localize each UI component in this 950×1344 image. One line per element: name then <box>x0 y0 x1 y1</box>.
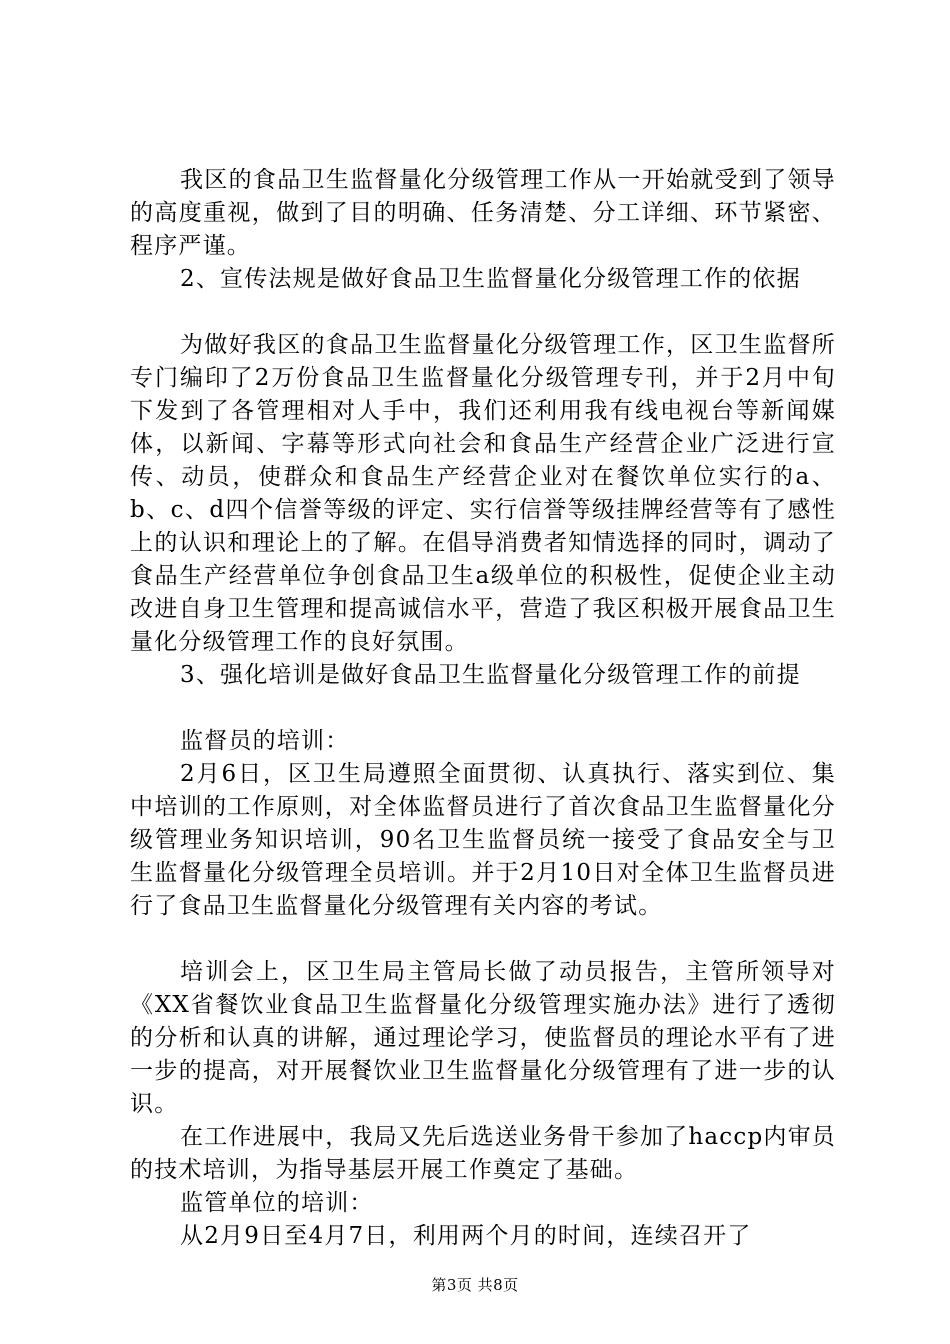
subheading-unit-training: 监管单位的培训： <box>180 1190 374 1216</box>
paragraph-unit-training: 从2月9日至4月7日，利用两个月的时间，连续召开了 <box>180 1223 752 1249</box>
paragraph-training-meeting: 培训会上，区卫生局主管局长做了动员报告，主管所领导对《XX省餐饮业食品卫生监督量化分级管理实施办法》进行了透彻的分析和认真的讲解，通过理论学习，使监督员的理论水平有了进一步的提高，对开展餐饮业卫生监督量化分级管理有了进一步的认识。 <box>130 959 836 1117</box>
paragraph-spacer <box>130 923 836 956</box>
paragraph-intro: 我区的食品卫生监督量化分级管理工作从一开始就受到了领导的高度重视，做到了目的明确、任务清楚、分工详细、环节紧密、程序严谨。 <box>130 167 836 259</box>
subheading-inspector-training: 监督员的培训： <box>180 728 350 754</box>
page-number-footer: 第3页 共8页 <box>431 1276 519 1294</box>
heading-item-2: 2、宣传法规是做好食品卫生监督量化分级管理工作的依据 <box>180 266 801 292</box>
paragraph-training-feb6: 2月6日，区卫生局遵照全面贯彻、认真执行、落实到位、集中培训的工作原则，对全体监督员进行了首次食品卫生监督量化分级管理业务知识培训，90名卫生监督员统一接受了食品安全与卫生监督量化分级管理全员培训。并于2月10日对全体卫生监督员进行了食品卫生监督量化分级管理有关内容的考试。 <box>130 761 836 919</box>
paragraph-spacer <box>130 692 836 725</box>
heading-item-3: 3、强化培训是做好食品卫生监督量化分级管理工作的前提 <box>180 662 801 688</box>
paragraph-publicity: 为做好我区的食品卫生监督量化分级管理工作，区卫生监督所专门编印了2万份食品卫生监督量化分级管理专刊，并于2月中旬下发到了各管理相对人手中，我们还利用我有线电视台等新闻媒体，以新闻、字幕等形式向社会和食品生产经营企业广泛进行宣传、动员，使群众和食品生产经营企业对在餐饮单位实行的a、b、c、d四个信誉等级的评定、实行信誉等级挂牌经营等有了感性上的认识和理论上的了解。在倡导消费者知情选择的同时，调动了食品生产经营单位争创食品卫生a级单位的积极性，促使企业主动改进自身卫生管理和提高诚信水平，营造了我区积极开展食品卫生量化分级管理工作的良好氛围。 <box>130 332 836 655</box>
paragraph-spacer <box>130 296 836 329</box>
paragraph-haccp: 在工作进展中，我局又先后选送业务骨干参加了haccp内审员的技术培训，为指导基层开展工作奠定了基础。 <box>130 1124 836 1183</box>
document-body <box>130 164 836 1253</box>
